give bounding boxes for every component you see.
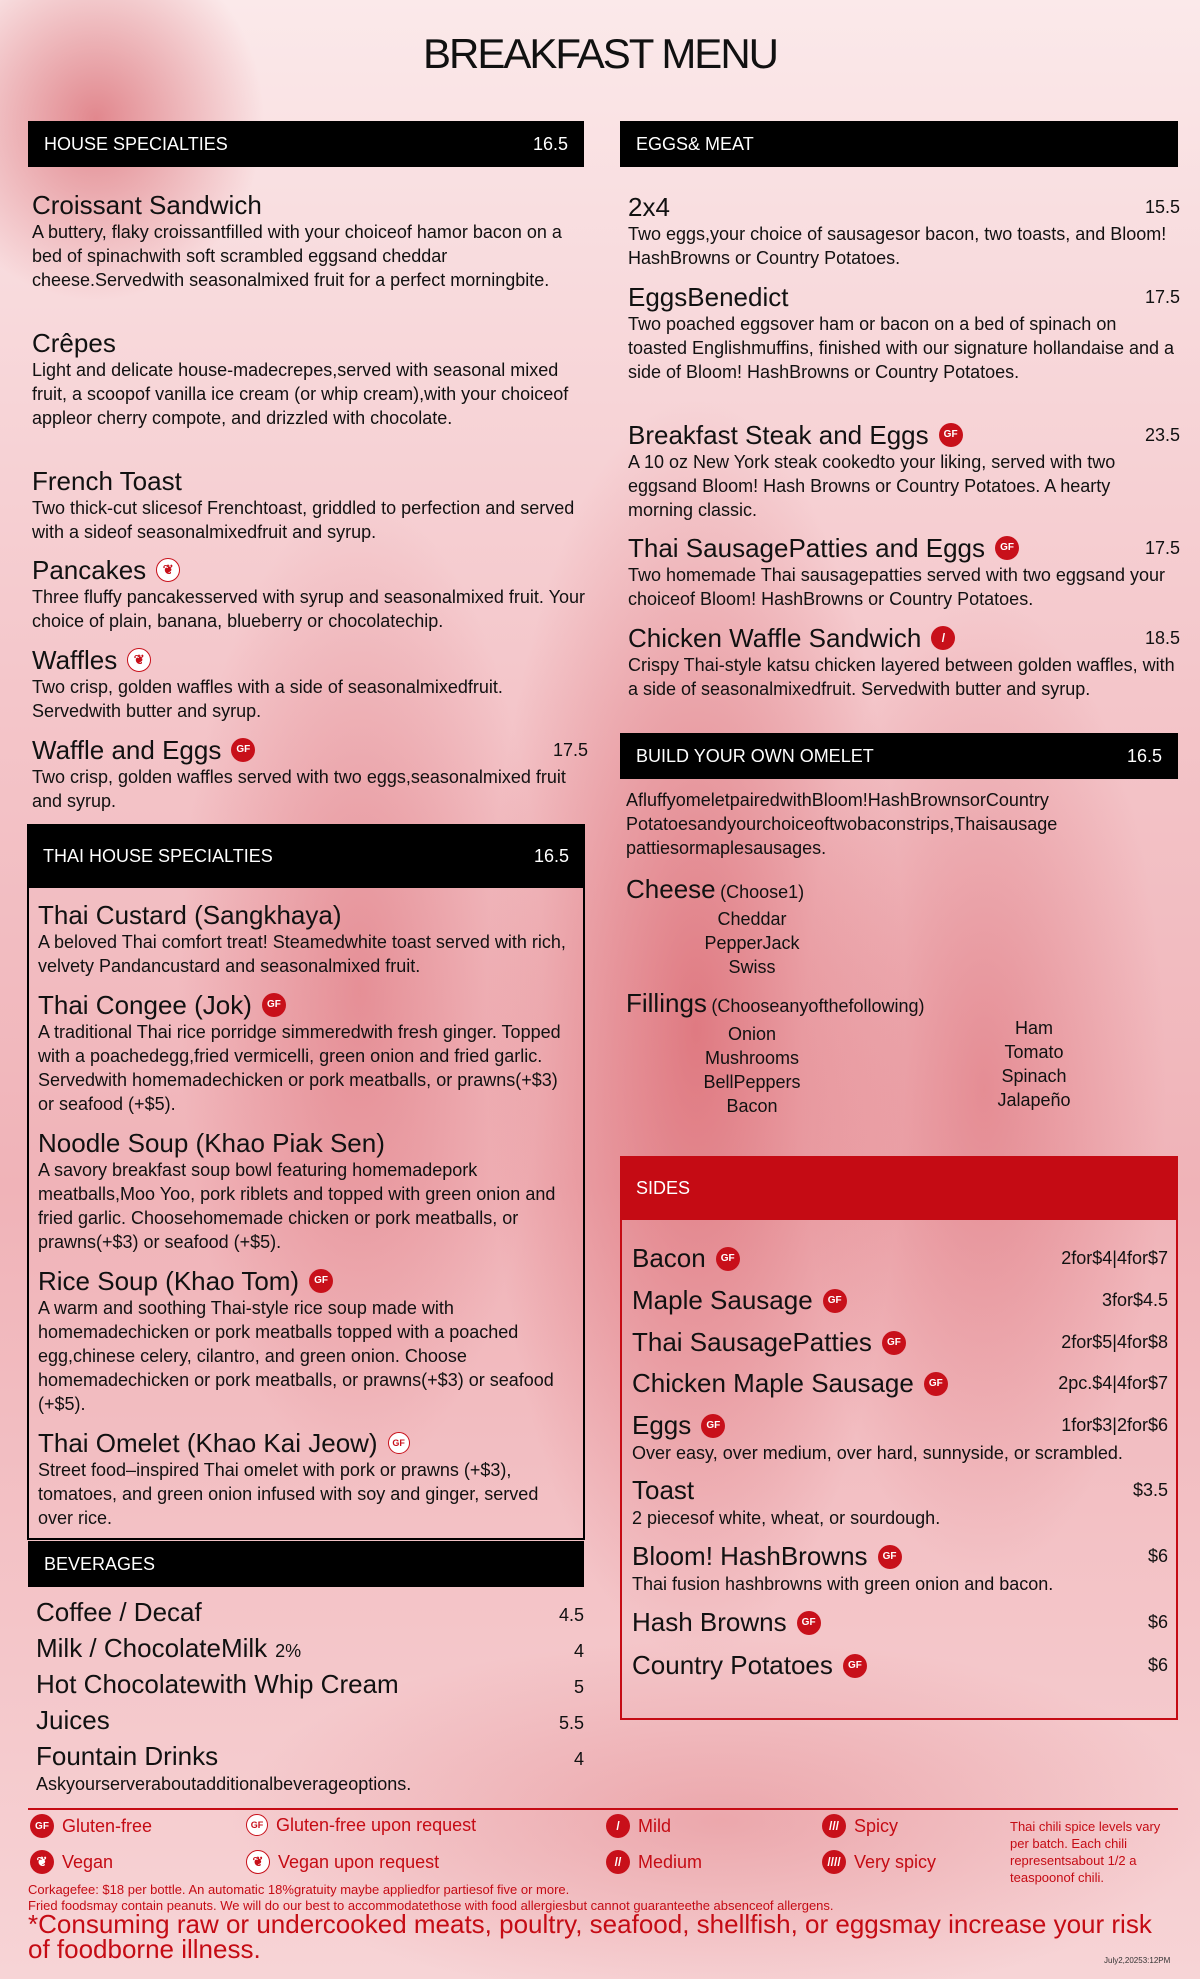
- item-name: Breakfast Steak and Eggs: [628, 420, 929, 450]
- side-name: Bloom! HashBrowns: [632, 1541, 868, 1571]
- gluten-free-icon: GF: [823, 1289, 847, 1313]
- menu-item: [32, 555, 592, 633]
- menu-item: [628, 282, 1180, 384]
- side-price: $6: [1147, 1655, 1168, 1675]
- fillings-options-left: [680, 1022, 824, 1118]
- omelet-desc: AfluffyomeletpairedwithBloom!HashBrownsorCountry Potatoesandyourchoiceoftwobaconstrips,Thaisausage pattiesormaplesausages.: [626, 790, 1058, 858]
- side-name: Country Potatoes: [632, 1650, 833, 1680]
- mild-chili-icon: /: [931, 626, 955, 650]
- item-name: Waffles: [32, 645, 118, 675]
- gluten-free-icon: GF: [995, 536, 1019, 560]
- filling-option: Onion: [727, 1024, 777, 1044]
- cheese-option: Swiss: [728, 957, 776, 977]
- beverage-name: Fountain Drinks: [36, 1741, 219, 1771]
- print-date: July2,20253:12PM: [1104, 1956, 1171, 1965]
- gluten-free-icon: GF: [878, 1545, 902, 1569]
- spicy-chili-icon: ///: [822, 1814, 846, 1838]
- legend-label: Gluten-free upon request: [276, 1814, 477, 1835]
- item-desc: Three fluffy pancakesserved with syrup and seasonalmixed fruit. Your choice of plain, banana, blueberry or chocolatechip.: [32, 587, 585, 631]
- item-desc: Two crisp, golden waffles served with two eggs,seasonalmixed fruit and syrup.: [32, 767, 566, 811]
- menu-item: [32, 328, 592, 430]
- gluten-free-icon: GF: [262, 993, 286, 1017]
- side-row: [632, 1541, 1168, 1572]
- vegan-icon: ❦: [30, 1850, 54, 1874]
- side-row: [632, 1368, 1168, 1399]
- item-desc: A traditional Thai rice porridge simmeredwith fresh ginger. Topped with a poachedegg,fried vermicelli, green onion and fried garlic. Servedwith homemadechicken or pork meatballs, or prawns(+$3) or seafood (+$5).: [38, 1022, 561, 1114]
- legend-label: Mild: [638, 1815, 672, 1836]
- sides-header: [620, 1156, 1178, 1220]
- menu-item: [38, 900, 578, 978]
- item-name: EggsBenedict: [628, 282, 789, 312]
- beverage-price: 4: [573, 1749, 584, 1769]
- item-desc: Street food–inspired Thai omelet with pork or prawns (+$3), tomatoes, and green onion infused with soy and ginger, served over rice.: [38, 1460, 539, 1528]
- chili-note: Thai chili spice levels vary per batch. Each chili representsabout 1/2 a teaspoonof chili.: [1010, 1819, 1161, 1885]
- item-name: Crêpes: [32, 328, 116, 358]
- legend-label: Gluten-free: [62, 1815, 153, 1836]
- vegan-on-request-icon: ❦: [127, 648, 151, 672]
- food-safety-warning: *Consuming raw or undercooked meats, poultry, seafood, shellfish, or eggsmay increase your risk of foodborne illness.: [28, 1909, 1152, 1964]
- cheese-option: Cheddar: [717, 909, 787, 929]
- item-name: Thai Congee (Jok): [38, 990, 252, 1020]
- section-price: 16.5: [532, 133, 568, 154]
- legend-spicy: [822, 1814, 898, 1838]
- section-title: THAI HOUSE SPECIALTIES: [43, 845, 273, 866]
- fillings-label: Fillings: [626, 988, 707, 1018]
- item-name: Chicken Waffle Sandwich: [628, 623, 922, 653]
- side-row: [632, 1410, 1168, 1441]
- menu-item: [628, 533, 1180, 611]
- beverage-price: 5: [573, 1677, 584, 1697]
- beverage-row: [36, 1741, 584, 1772]
- gluten-free-icon: GF: [231, 738, 255, 762]
- side-name: Hash Browns: [632, 1607, 787, 1637]
- item-desc: A 10 oz New York steak cookedto your liking, served with two eggsand Bloom! Hash Browns or Country Potatoes. A hearty morning classic.: [628, 452, 1116, 520]
- legend-vegan: [30, 1850, 113, 1874]
- eggs-meat-header: [620, 121, 1178, 167]
- item-price: 18.5: [1144, 628, 1180, 648]
- gluten-free-on-request-icon: GF: [246, 1814, 268, 1836]
- section-title: SIDES: [636, 1177, 691, 1198]
- side-desc: 2 piecesof white, wheat, or sourdough.: [632, 1508, 941, 1528]
- legend-gluten-free: [30, 1814, 152, 1838]
- menu-item: [628, 623, 1180, 701]
- item-price: 15.5: [1144, 197, 1180, 217]
- filling-option: Jalapeño: [997, 1090, 1071, 1110]
- beverage-row: [36, 1669, 584, 1700]
- legend-label: Vegan: [62, 1851, 114, 1872]
- item-price: 23.5: [1144, 425, 1180, 445]
- medium-chili-icon: //: [606, 1850, 630, 1874]
- side-row: [632, 1475, 1168, 1506]
- filling-option: BellPeppers: [703, 1072, 801, 1092]
- section-price: 16.5: [533, 845, 569, 866]
- side-row: [632, 1327, 1168, 1358]
- side-row: [632, 1243, 1168, 1274]
- beverage-price: 4: [573, 1641, 584, 1661]
- beverage-row: [36, 1705, 584, 1736]
- item-price: 17.5: [1144, 287, 1180, 307]
- gluten-free-icon: GF: [939, 423, 963, 447]
- menu-item: [32, 735, 588, 813]
- beverage-price: 5.5: [558, 1713, 584, 1733]
- beverage-row: [36, 1597, 584, 1628]
- item-name: 2x4: [628, 192, 670, 222]
- menu-item: [32, 645, 592, 723]
- corkage-note: Corkagefee: $18 per bottle. An automatic 18%gratuity maybe appliedfor partiesof five or more.: [28, 1882, 570, 1897]
- item-name: Thai Omelet (Khao Kai Jeow): [38, 1428, 378, 1458]
- item-name: Waffle and Eggs: [32, 735, 222, 765]
- item-name: Noodle Soup (Khao Piak Sen): [38, 1128, 385, 1158]
- legend-label: Medium: [638, 1851, 703, 1872]
- gluten-free-icon: GF: [882, 1331, 906, 1355]
- filling-option: Ham: [1014, 1018, 1053, 1038]
- item-price: 17.5: [552, 740, 588, 760]
- menu-item: [38, 1266, 578, 1416]
- legend-vegan-request: [246, 1850, 439, 1874]
- beverage-price: 4.5: [558, 1605, 584, 1625]
- item-name: French Toast: [32, 466, 182, 496]
- menu-item: [32, 190, 592, 292]
- omelet-header: [620, 733, 1178, 779]
- fillings-options-right: [964, 1016, 1104, 1112]
- side-price: 2for$5|4for$8: [1061, 1332, 1168, 1352]
- legend-very-spicy: [822, 1850, 936, 1874]
- filling-option: Spinach: [1001, 1066, 1067, 1086]
- fillings-note: (Chooseanyofthefollowing): [711, 996, 925, 1016]
- beverage-name: Juices: [36, 1705, 110, 1735]
- side-price: $3.5: [1132, 1480, 1168, 1500]
- legend-label: Vegan upon request: [278, 1851, 440, 1872]
- side-price: 2for$4|4for$7: [1061, 1248, 1168, 1268]
- side-row: [632, 1607, 1168, 1638]
- item-desc: Two poached eggsover ham or bacon on a bed of spinach on toasted Englishmuffins, finished with our signature hollandaise and a side of Bloom! HashBrowns or Country Potatoes.: [628, 314, 1175, 382]
- vegan-on-request-icon: ❦: [156, 558, 180, 582]
- side-price: $6: [1147, 1546, 1168, 1566]
- beverage-footnote: Askyourserveraboutadditionalbeverageoptions.: [36, 1774, 412, 1794]
- beverages-header: [28, 1541, 584, 1587]
- legend-label: Very spicy: [854, 1851, 937, 1872]
- legend-label: Spicy: [854, 1815, 899, 1836]
- menu-item: [38, 1428, 578, 1530]
- gluten-free-icon: GF: [716, 1247, 740, 1271]
- menu-item: [628, 420, 1180, 522]
- legend-gf-request: [246, 1814, 476, 1836]
- house-specialties-header: [28, 121, 584, 167]
- beverage-name: Coffee / Decaf: [36, 1597, 202, 1627]
- legend-medium: [606, 1850, 702, 1874]
- side-price: 1for$3|2for$6: [1061, 1415, 1168, 1435]
- item-desc: Two eggs,your choice of sausagesor bacon, two toasts, and Bloom! HashBrowns or Country Potatoes.: [628, 224, 1167, 268]
- side-name: Eggs: [632, 1410, 692, 1440]
- filling-option: Bacon: [726, 1096, 778, 1116]
- item-desc: Crispy Thai-style katsu chicken layered between golden waffles, with a side of seasonalmixedfruit. Servedwith butter and syrup.: [628, 655, 1175, 699]
- side-name: Chicken Maple Sausage: [632, 1368, 914, 1398]
- menu-item: [628, 192, 1180, 270]
- side-desc: Over easy, over medium, over hard, sunnyside, or scrambled.: [632, 1443, 1123, 1463]
- side-name: Toast: [632, 1475, 695, 1505]
- side-row: [632, 1285, 1168, 1316]
- allergy-note: Fried foodsmay contain peanuts. We will do our best to accommodatethose with food allergiesbut cannot guaranteethe absenceof allergens.: [28, 1898, 834, 1913]
- item-desc: A savory breakfast soup bowl featuring homemadepork meatballs,Moo Yoo, pork riblets and topped with green onion and fried garlic. Choosehomemade chicken or pork meatballs, or prawns(+$3) or seafood (+$5).: [38, 1160, 556, 1252]
- item-price: 17.5: [1144, 538, 1180, 558]
- legend-mild: [606, 1814, 671, 1838]
- side-desc: Thai fusion hashbrowns with green onion and bacon.: [632, 1574, 1054, 1594]
- section-title: EGGS& MEAT: [636, 133, 754, 154]
- gluten-free-icon: GF: [30, 1814, 54, 1838]
- item-desc: A beloved Thai comfort treat! Steamedwhite toast served with rich, velvety Pandancustard and seasonalmixed fruit.: [38, 932, 566, 976]
- cheese-options: [680, 907, 824, 979]
- side-name: Thai SausagePatties: [632, 1327, 872, 1357]
- side-price: 3for$4.5: [1101, 1290, 1168, 1310]
- menu-item: [32, 466, 592, 544]
- menu-item: [38, 990, 578, 1116]
- thai-specialties-header: [27, 824, 585, 888]
- section-title: HOUSE SPECIALTIES: [44, 133, 228, 154]
- gluten-free-icon: GF: [797, 1611, 821, 1635]
- cheese-option: PepperJack: [704, 933, 800, 953]
- item-name: Thai Custard (Sangkhaya): [38, 900, 342, 930]
- item-desc: A buttery, flaky croissantfilled with your choiceof hamor bacon on a bed of spinachwith soft scrambled eggsand cheddar cheese.Servedwith seasonalmixed fruit for a perfect morningbite.: [32, 222, 562, 290]
- menu-title: BREAKFAST MENU: [423, 30, 777, 77]
- side-price: $6: [1147, 1612, 1168, 1632]
- item-name: Croissant Sandwich: [32, 190, 262, 220]
- item-desc: Two thick-cut slicesof Frenchtoast, griddled to perfection and served with a sideof seasonalmixedfruit and syrup.: [32, 498, 575, 542]
- item-name: Pancakes: [32, 555, 147, 585]
- side-row: [632, 1650, 1168, 1681]
- beverage-name: Hot Chocolatewith Whip Cream: [36, 1669, 399, 1699]
- filling-option: Mushrooms: [704, 1048, 800, 1068]
- item-desc: Light and delicate house-madecrepes,served with seasonal mixed fruit, a scoopof vanilla ice cream (or whip cream),with your choiceof appleor cherry compote, and drizzled with chocolate.: [32, 360, 569, 428]
- very-spicy-chili-icon: ////: [822, 1850, 846, 1874]
- gluten-free-on-request-icon: GF: [388, 1432, 410, 1454]
- item-desc: Two crisp, golden waffles with a side of seasonalmixedfruit. Servedwith butter and syrup.: [32, 677, 503, 721]
- section-title: BUILD YOUR OWN OMELET: [636, 745, 874, 766]
- beverage-name: Milk / ChocolateMilk: [36, 1633, 268, 1663]
- legend-divider: [28, 1808, 1178, 1810]
- filling-option: Tomato: [1004, 1042, 1064, 1062]
- item-name: Thai SausagePatties and Eggs: [628, 533, 986, 563]
- cheese-note: (Choose1): [720, 882, 805, 902]
- beverage-row: [36, 1633, 584, 1664]
- side-price: 2pc.$4|4for$7: [1058, 1373, 1168, 1393]
- fillings-heading: [626, 988, 925, 1019]
- section-title: BEVERAGES: [44, 1553, 156, 1574]
- gluten-free-icon: GF: [924, 1372, 948, 1396]
- section-price: 16.5: [1126, 745, 1162, 766]
- side-name: Maple Sausage: [632, 1285, 813, 1315]
- item-desc: Two homemade Thai sausagepatties served with two eggsand your choiceof Bloom! HashBrowns or Country Potatoes.: [628, 565, 1165, 609]
- gluten-free-icon: GF: [701, 1414, 725, 1438]
- cheese-label: Cheese: [626, 874, 716, 904]
- menu-item: [38, 1128, 578, 1254]
- item-desc: A warm and soothing Thai-style rice soup made with homemadechicken or pork meatballs topped with a poached egg,chinese celery, cilantro, and green onion. Choose homemadechicken or pork meatballs, or prawns(+$3) or seafood (+$5).: [38, 1298, 554, 1414]
- item-name: Rice Soup (Khao Tom): [38, 1266, 300, 1296]
- cheese-heading: [626, 874, 804, 905]
- gluten-free-icon: GF: [309, 1269, 333, 1293]
- vegan-on-request-icon: ❦: [246, 1850, 270, 1874]
- mild-chili-icon: /: [606, 1814, 630, 1838]
- gluten-free-icon: GF: [843, 1654, 867, 1678]
- beverage-note: 2%: [275, 1641, 302, 1661]
- side-name: Bacon: [632, 1243, 706, 1273]
